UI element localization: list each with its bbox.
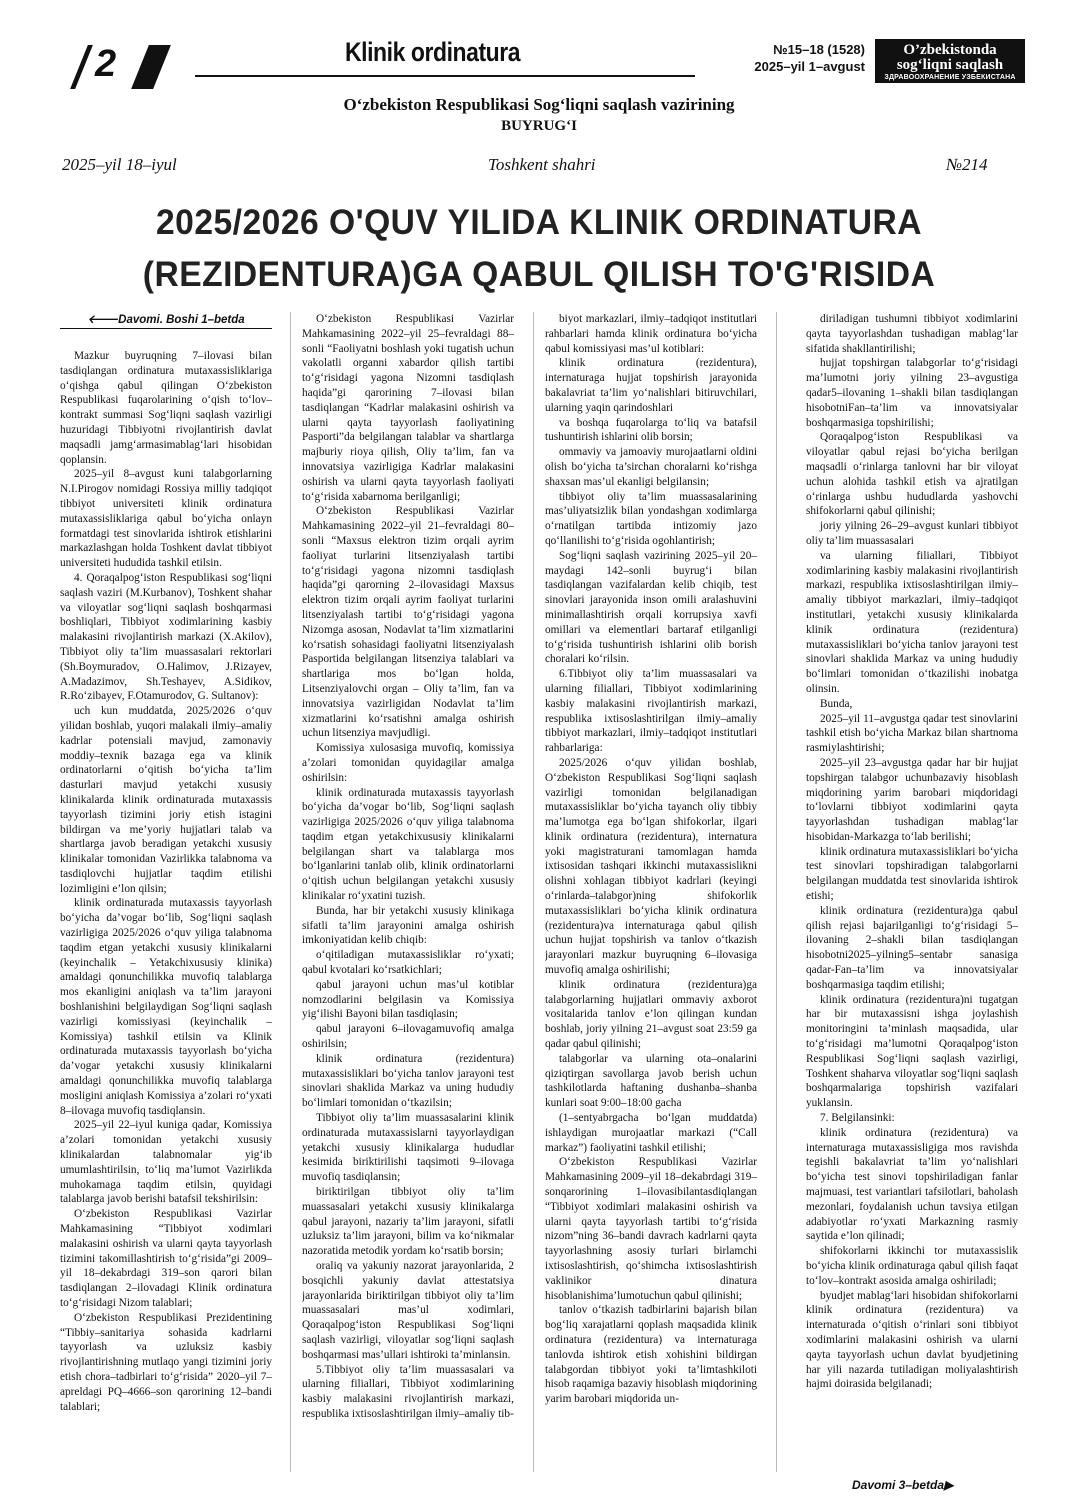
paragraph: qabul jarayoni 6–ilovagamuvofiq amalga oshirilsin; <box>302 1023 514 1051</box>
paragraph: va boshqa fuqarolarga to‘liq va batafsil tushuntirish ishlarini olib borsin; <box>545 416 757 444</box>
paragraph: 4. Qoraqalpog‘iston Respublikasi sog‘liqni saqlash vaziri (M.Kurbanov), Toshkent shahar va viloyatlar sog‘liqni saqlash boshqarmasi boshliqlari, Tibbiyot xodimlarining kasbiy malakasini rivojlantirish markazi (X.Akilov), Tibbiyot oliy ta’lim muassasalari rektorlari (Sh.Boymuradov, O.Halimov, J.Rizayev, A.Madazimov, Sh.Teshayev, A.Sidikov, R.Ro‘zibayev, F.Otamurodov, G. Sultanov): <box>60 571 272 703</box>
page-number: 2 <box>95 43 117 85</box>
logo-line-1: O’zbekistonda <box>903 42 997 58</box>
column-divider <box>533 312 534 1472</box>
paragraph: klinik ordinatura mutaxassisliklari bo‘yicha test sinovlari topshiradigan talabgorlarni belgilangan muddatda test sinovlarida ishtirok etishi; <box>806 845 1018 903</box>
paragraph: Sog‘liqni saqlash vazirining 2025–yil 20–maydagi 142–sonli buyrug‘i bilan tasdiqlangan vazifalardan kelib chiqib, test sinovlari jarayonida inson omili aralashuvini minimallashtirish orqali korrupsiya xavfi omillari va elementlari bartaraf etilganligi to‘g‘risida tushuntirish ishlarini olib borish choralari ko‘rilsin. <box>545 549 757 666</box>
paragraph: 2025–yil 23–avgustga qadar har bir hujjat topshirgan talabgor uchunbazaviy hisoblash miqdorining yarim barobari miqdoridagi to‘lovlarni tibbiyot xodimlarini qayta tayyorlashdan tushadigan mablag‘lar hisobidan-Markazga to‘lab berilishi; <box>806 756 1018 843</box>
paragraph: Bunda, har bir yetakchi xususiy klinikaga sifatli ta’lim jarayonini amalga oshirish imkoniyatidan kelib chiqib: <box>302 904 514 947</box>
paragraph: qabul jarayoni uchun mas’ul kotiblar nomzodlarini belgilasin va Komissiya yig‘ilishi Bayoni bilan tasdiqlasin; <box>302 978 514 1021</box>
paragraph: biyot markazlari, ilmiy–tadqiqot institutlari rahbarlari hamda klinik ordinatura bo‘yicha qabul komissiyasi mas’ul kotiblari: <box>545 313 757 355</box>
paragraph: O‘zbekiston Respublikasi Vazirlar Mahkamasining 2022–yil 25–fevraldagi 88–sonli “Faoliyatni boshlash yoki tugatish uchun vakolatli organni xabardor qilish tartibi to‘g‘risidagi yagona Nizomni tasdiqlash haqida”gi qarorining 7–ilovasi bilan tasdiqlangan “Kadrlar malakasini oshirish va ularni qayta tayyorlash faoliyatining Pasporti”da belgilangan talablar va shartlarga majburiy rioya qilish, Oliy ta’lim, fan va innovatsiya vazirligiga Kadrlar malakasini oshirish va ularni qayta tayyorlash faoliyati to‘g‘risida xabarnoma berilganligi; <box>302 313 514 503</box>
paragraph: ommaviy va jamoaviy murojaatlarni oldini olish bo‘yicha ta’sirchan choralarni ko‘rishga shaxsan mas’ul ekanligi belgilansin; <box>545 446 757 488</box>
paragraph: tanlov o‘tkazish tadbirlarini bajarish bilan bog‘liq xarajatlarni qoplash maqsadida klinik ordinatura (rezidentura) va internaturaga tanlovda ishtirok etish xohishini bildirgan talabgordan tibbiyot yoki ta’limtashkiloti hisob raqamiga bazaviy hisoblash miqdorining yarim barobari miqdorida un- <box>545 1304 757 1406</box>
page-number-badge <box>65 41 165 87</box>
text-column-4 <box>806 312 1018 1472</box>
issue-date: 2025–yil 1–avgust <box>754 59 865 74</box>
paragraph: (1–sentyabrgacha bo‘lgan muddatda) ishlaydigan murojaatlar markazi (“Call markaz”) faoliyatini tashkil etilishi; <box>545 1112 757 1154</box>
continued-from-link[interactable]: 🡐Davomi. Boshi 1–betda <box>60 312 272 329</box>
paragraph: klinik ordinatura (rezidentura)ni tugatgan har bir mutaxassisni ishga joylashish monitoringini ta’minlash maqsadida, ular to‘g‘risidagi ma’lumotni Qoraqalpog‘iston Respublikasi Sog‘liqni saqlash vazirligi, Toshkent shaharva viloyatlar sog‘liqni saqlash boshqarmalariga topshirish vazifalari yuklansin. <box>806 993 1018 1110</box>
paragraph: o‘qitiladigan mutaxassisliklar ro‘yxati; qabul kvotalari ko‘rsatkichlari; <box>302 949 514 977</box>
paragraph: klinik ordinatura (rezidentura)ga qabul qilish rejasi bajarilganligi to‘g‘risidagi 5–ilovaning 2–shakli bilan tasdiqlangan hisobotni2025–yilning5–sentabr sanasiga qadar-Fan–ta’lim va innovatsiyalar boshqarmasiga taqdim etilishi; <box>806 904 1018 991</box>
paragraph: va ularning filiallari, Tibbiyot xodimlarining kasbiy malakasini rivojlantirish markazi, respublika ixtisoslashtirilgan ilmiy–amaliy tibbiyot markazlari, ilmiy–tadqiqot institutlari, yetakchi xususiy klinikalarda klinik ordinatura (rezidentura) mutaxassisliklari bo‘yicha tanlov jarayoni test sinovlari shaklida Markaz va uning hududiy bo‘limlari tomonidan o‘tkazilishi inobatga olinsin. <box>806 549 1018 695</box>
paragraph: biriktirilgan tibbiyot oliy ta’lim muassasalari yetakchi xususiy klinikalarga qabul jarayoni, nazariy ta’lim jarayoni, sifatli uzluksiz ta’lim jarayoni, bilim va ko‘nikmalar nazoratida metodik yordam ko‘rsatib borsin; <box>302 1186 514 1258</box>
paragraph: klinik ordinatura (rezidentura), internaturaga hujjat topshirish jarayonida bakalavriat ta’lim yo‘nalishlari bitiruvchilari, ularning yaqin qarindoshlari <box>545 357 757 414</box>
headline-line-2: (REZIDENTURA)GA QABUL QILISH TO'G'RISIDA <box>142 255 936 294</box>
paragraph: 6.Tibbiyot oliy ta’lim muassasalari va ularning filiallari, Tibbiyot xodimlarining kasbiy malakasini rivojlantirish markazi, respublika ixtisoslashtirilgan ilmiy–amaliy tibbiyot markazlari, ilmiy–tadqiqot institutlari rahbarlariga: <box>545 668 757 755</box>
paragraph: joriy yilning 26–29–avgust kunlari tibbiyot oliy ta’lim muassasalari <box>806 520 1018 547</box>
paragraph: shifokorlarni ikkinchi tor mutaxassislik bo‘yicha klinik ordinaturaga qabul qilish faqat to‘lov–kontrakt asosida amalga oshiriladi; <box>806 1245 1018 1287</box>
continued-to-link[interactable]: Davomi 3–betda▶ <box>852 1478 954 1492</box>
paragraph: klinik ordinaturada mutaxassis tayyorlash bo‘yicha da’vogar bo‘lib, Sog‘liqni saqlash vazirligiga 2025/2026 o‘quv yiliga talabnoma taqdim etgan yetakchi xususiy klinikalarni (keyinchalik – Yetakchixususiy klinika) amaldagi qonunchilikka muvofiq talablarga mos ekanligini aniqlash va ta’lim jarayoni boshlanishini belgilaydigan Sog‘liqni saqlash vazirligi komissiyasi (keyinchalik – Komissiya) tashkil etilsin va Klinik ordinaturada mutaxassis tayyorlash bo‘yicha da’vogar yetakchi xususiy klinikalarni amaldagi qonunchilikka muvofiq talablarga mosligini aniqlash Komissiya a’zolari ro‘yxati 8–ilovaga muvofiq tasdiqlansin. <box>60 897 272 1117</box>
paragraph: Komissiya xulosasiga muvofiq, komissiya a’zolari tomonidan quyidagilar amalga oshirilsin: <box>302 742 514 784</box>
text-column-2 <box>302 312 514 1472</box>
order-date: 2025–yil 18–iyul <box>62 155 177 174</box>
paragraph: 2025–yil 11–avgustga qadar test sinovlarini tashkil etish bo‘yicha Markaz bilan shartnoma rasmiylashtirishi; <box>806 712 1018 755</box>
newspaper-logo <box>875 39 1025 83</box>
text-column-3 <box>545 312 757 1472</box>
paragraph: diriladigan tushumni tibbiyot xodimlarini qayta tayyorlashdan tushadigan mablag‘lar sifatida shakllantirilishi; <box>806 313 1018 355</box>
page-header <box>55 35 1030 90</box>
paragraph: talabgorlar va ularning ota–onalarini qiziqtirgan savollarga javob berish uchun tashkilotlarda haftaning dushanba–shanba kunlari soat 9:00–18:00 gacha <box>545 1052 757 1110</box>
ministry-title: O‘zbekiston Respublikasi Sog‘liqni saqlash vazirining <box>343 95 735 114</box>
paragraph: uch kun muddatda, 2025/2026 o‘quv yilidan boshlab, yuqori malakali ilmiy–amaliy kadrlar potensiali mavjud, zamonaviy moddiy–texnik bazaga ega va klinik ordinatorlarni o‘qitish bo‘yicha ta’lim dasturlari mavjud yetakchi xususiy klinikalarda klinik ordinaturada mutaxassis tayyorlash tizimini joriy etish istagini bildirgan va me’yoriy hujjatlari talab va shartlarga javob beradigan yetakchi xususiy klinikalar tomonidan Vazirlikka talabnoma va tasdiqlovchi hujjatlar taqdim etilishi lozimligini e’lon qilsin; <box>60 705 272 895</box>
column-divider <box>776 312 777 1472</box>
order-place: Toshkent shahri <box>488 155 596 174</box>
paragraph: klinik ordinatura (rezidentura) mutaxassisliklari bo‘yicha tanlov jarayoni test sinovlari shaklida Markaz va uning hududiy bo‘limlari tomonidan o‘tkazilsin; <box>302 1052 514 1110</box>
slash-decoration <box>70 45 93 89</box>
paragraph: O‘zbekiston Respublikasi Vazirlar Mahkamasining 2009–yil 18–dekabrdagi 319–sonqarorining 1–ilovasibilantasdiqlangan “Tibbiyot xodimlari malakasini oshirish va ularni qayta tayyorlash tartibi to‘g‘risida nizom”ning 36–bandi davrach kadrlarni qayta tayyorlashning asosiy turlari birlamchi ixtisoslashtirish, qo‘shimcha ixtisoslashtirish vaklinikor dinatura hisoblanishima’lumotuchun qabul qilinishi; <box>545 1156 757 1302</box>
paragraph: O‘zbekiston Respublikasi Vazirlar Mahkamasining “Tibbiyot xodimlari malakasini oshirish va ularni qayta tayyorlash tizimini takomillashtirish to‘g‘risida”gi 2009–yil 18–dekabrdagi 319–son qarori bilan tasdiqlangan 2–ilovadagi Klinik ordinatura to‘g‘risidagi Nizom talablari; <box>60 1208 272 1309</box>
paragraph: 2025/2026 o‘quv yilidan boshlab, O‘zbekiston Respublikasi Sog‘liqni saqlash vazirligi tomonidan belgilanadigan mutaxassisliklar bo‘yicha tayanch oliy tibbiy ma’lumotga ega bo‘lgan shifokorlar, ilgari klinik ordinatura (rezidentura), internatura yoki magistraturani tamomlagan hamda ixtisosidan tashqari ikkinchi mutaxassislikni olishni xohlagan tibbiyot kadrlari (keyingi o‘rinlarda–talabgor)ning shifokorlik mutaxassisliklari bo‘yicha klinik ordinatura (rezidentura)va internaturaga qabul qilish uchun hujjat topshirish va tanlov o‘tkazish jarayonlari mazkur buyruqning 6–ilovasiga muvofiq amalga oshirilishi; <box>545 756 757 977</box>
section-title: Klinik ordinatura <box>345 37 521 67</box>
logo-line-2: sog‘liqni saqlash <box>896 57 1004 73</box>
paragraph: 2025–yil 22–iyul kuniga qadar, Komissiya a’zolari tomonidan yetakchi xususiy klinikalardan talabnomalar yig‘ib umumlashtirilsin, to‘liq ma’lumot Vazirlikda muhokamaga taqdim etilsin, quyidagi talablarga javob berishi batafsil tekshirilsin: <box>60 1119 272 1206</box>
paragraph: 2025–yil 8–avgust kuni talabgorlarning N.I.Pirogov nomidagi Rossiya milliy tadqiqot tibbiyot universiteti klinik ordinatura mutaxassisliklariga qabul bo‘yicha onlayn formatdagi test sinovlarida ishtirok etishlarini markazlashgan holda Toshkent davlat tibbiyot universiteti hududida tashkil etilsin. <box>60 468 272 570</box>
paragraph: hujjat topshirgan talabgorlar to‘g‘risidagi ma’lumotni joriy yilning 23–avgustiga qadar5–ilovaning 1–shakli bilan tasdiqlangan hisobotniFan–ta’lim va innovatsiyalar boshqarmasiga topshirilishi; <box>806 357 1018 429</box>
paragraph: klinik ordinaturada mutaxassis tayyorlash bo‘yicha da’vogar bo‘lib, Sog‘liqni saqlash vazirligiga 2025/2026 o‘quv yiliga talabnoma taqdim etgan yetakchixususiy klinikalarni belgilangan shart va talablarga mos bo‘lganlarini tanlab olib, klinik ordinatorlarni o‘qitish uchun belgilangan yetakchi xususiy klinikalar ro‘yxatini tuzish. <box>302 786 514 903</box>
paragraph: byudjet mablag‘lari hisobidan shifokorlarni klinik ordinatura (rezidentura) va internaturada o‘qitish o‘rinlari soni tibbiyot xodimlarini malakasini oshirish va ularni qayta tayyorlash uchun davlat byudjetining har yili nazarda tutiladigan moliyalashtirish hajmi doirasida belgilanadi; <box>806 1289 1018 1391</box>
header-rule <box>195 75 695 77</box>
paragraph: klinik ordinatura (rezidentura)ga talabgorlarning hujjatlari ommaviy axborot vositalarida tanlov e’lon qilingan kundan boshlab, joriy yilning 21–avgust soat 23:59 ga qadar qabul qilinishi; <box>545 978 757 1051</box>
slash-decoration <box>131 45 171 89</box>
text-column-1 <box>60 312 272 1472</box>
issue-info <box>735 41 865 75</box>
order-number: №214 <box>946 155 988 174</box>
issue-number: №15–18 (1528) <box>773 42 865 57</box>
paragraph: oraliq va yakuniy nazorat jarayonlarida, 2 bosqichli yakuniy davlat attestatsiya jarayonlarida biriktirilgan tibbiyot oliy ta’lim muassasalari mas’ul xodimlari, Qoraqalpog‘iston Respublikasi Sog‘liqni saqlash vazirligi, viloyatlar sog‘liqni saqlash boshqarmasi mas’ullari ishtiroki ta’minlansin. <box>302 1260 514 1361</box>
paragraph: Qoraqalpog‘iston Respublikasi va viloyatlar qabul rejasi bo‘yicha berilgan maqsadli o‘rinlarga tanlovni har bir viloyat uchun alohida tashkil etish va ajratilgan o‘rinlarga ushbu hududlarda yashovchi shifokorlarni qabul qilinishi; <box>806 431 1018 518</box>
column-divider <box>290 312 291 1472</box>
paragraph: Tibbiyot oliy ta’lim muassasalarini klinik ordinaturada mutaxassislarni tayyorlaydigan yetakchi xususiy klinikalarga hududlar kesimida biriktirilishi taqsimoti 9–ilovaga muvofiq tasdiqlansin; <box>302 1112 514 1184</box>
paragraph: tibbiyot oliy ta’lim muassasalarining mas’uliyatsizlik bilan yondashgan xodimlarga o‘rnatilgan tartibda intizomiy jazo qo‘llanilishi to‘g‘risida ogohlantirish; <box>545 490 757 547</box>
paragraph: 5.Tibbiyot oliy ta’lim muassasalari va ularning filiallari, Tibbiyot xodimlarining kasbiy malakasini rivojlantirish markazi, respublika ixtisoslashtirilgan ilmiy–amaliy tib- <box>302 1363 514 1420</box>
logo-line-3: ЗДРАВООХРАНЕНИЕ УЗБЕКИСТАНА <box>884 74 1016 81</box>
paragraph: 7. Belgilansinki: <box>820 1112 895 1125</box>
paragraph: Mazkur buyruqning 7–ilovasi bilan tasdiqlangan ordinatura mutaxassisliklariga o‘qishga qabul qilingan O‘zbekiston Respublikasi fuqarolarining o‘qish to‘lov–kontrakt summasi Sog‘liqni saqlash vazirligi huzuridagi Tibbiyotni rivojlantirish davlat maqsadli jamg‘armasimablag‘lari hisobidan qoplansin. <box>60 350 272 466</box>
headline-line-1: 2025/2026 O'QUV YILIDA KLINIK ORDINATURA <box>156 203 922 242</box>
paragraph: klinik ordinatura (rezidentura) va internaturaga mutaxassisligiga mos ravishda tegishli bakalavriat ta’lim yo‘nalishlari bo‘yicha test sinovi topshiriladigan fanlar majmuasi, test variantlari tafsilotlari, baholash mezonlari, foydalanish uchun tavsiya etilgan adabiyotlar ro‘yxati Markazning rasmiy saytida e’lon qilinadi; <box>806 1126 1018 1243</box>
paragraph: Bunda, <box>820 697 853 710</box>
document-type: BUYRUG‘I <box>501 118 577 134</box>
paragraph: O‘zbekiston Respublikasi Vazirlar Mahkamasining 2022–yil 21–fevraldagi 80–sonli “Maxsus elektron tizim orqali ayrim faoliyat turlarini litsenziyalash tartibi to‘g‘risidagi yagona nizomni tasdiqlash haqida”gi qarorning 2–ilovasidagi Maxsus elektron tizim orqali ayrim faoliyat turlarini litsenziyalash tartibi to‘g‘risidagi yagona Nizomga asosan, Nodavlat ta’lim xizmatlarini ko‘rsatish sohasidagi faoliyatni litsenziyalash Pasportida belgilangan litsenziya talablari va shartlariga mos bo‘lgan holda, Litsenziyalovchi organ – Oliy ta’lim, fan va innovatsiya vazirligidan Nodavlat ta’lim xizmatlarini ko‘rsatishni amalga oshirish uchun litsenziya mavjudligi. <box>302 505 514 740</box>
paragraph: O‘zbekiston Respublikasi Prezidentining “Tibbiy–sanitariya sohasida kadrlarni tayyorlash va uzluksiz kasbiy rivojlantirishning mutlaqo yangi tizimini joriy etish chora–tadbirlari to‘g‘risida” 2020–yil 7–apreldagi PQ–4666–son qarorining 12–bandi talablari; <box>60 1311 272 1413</box>
